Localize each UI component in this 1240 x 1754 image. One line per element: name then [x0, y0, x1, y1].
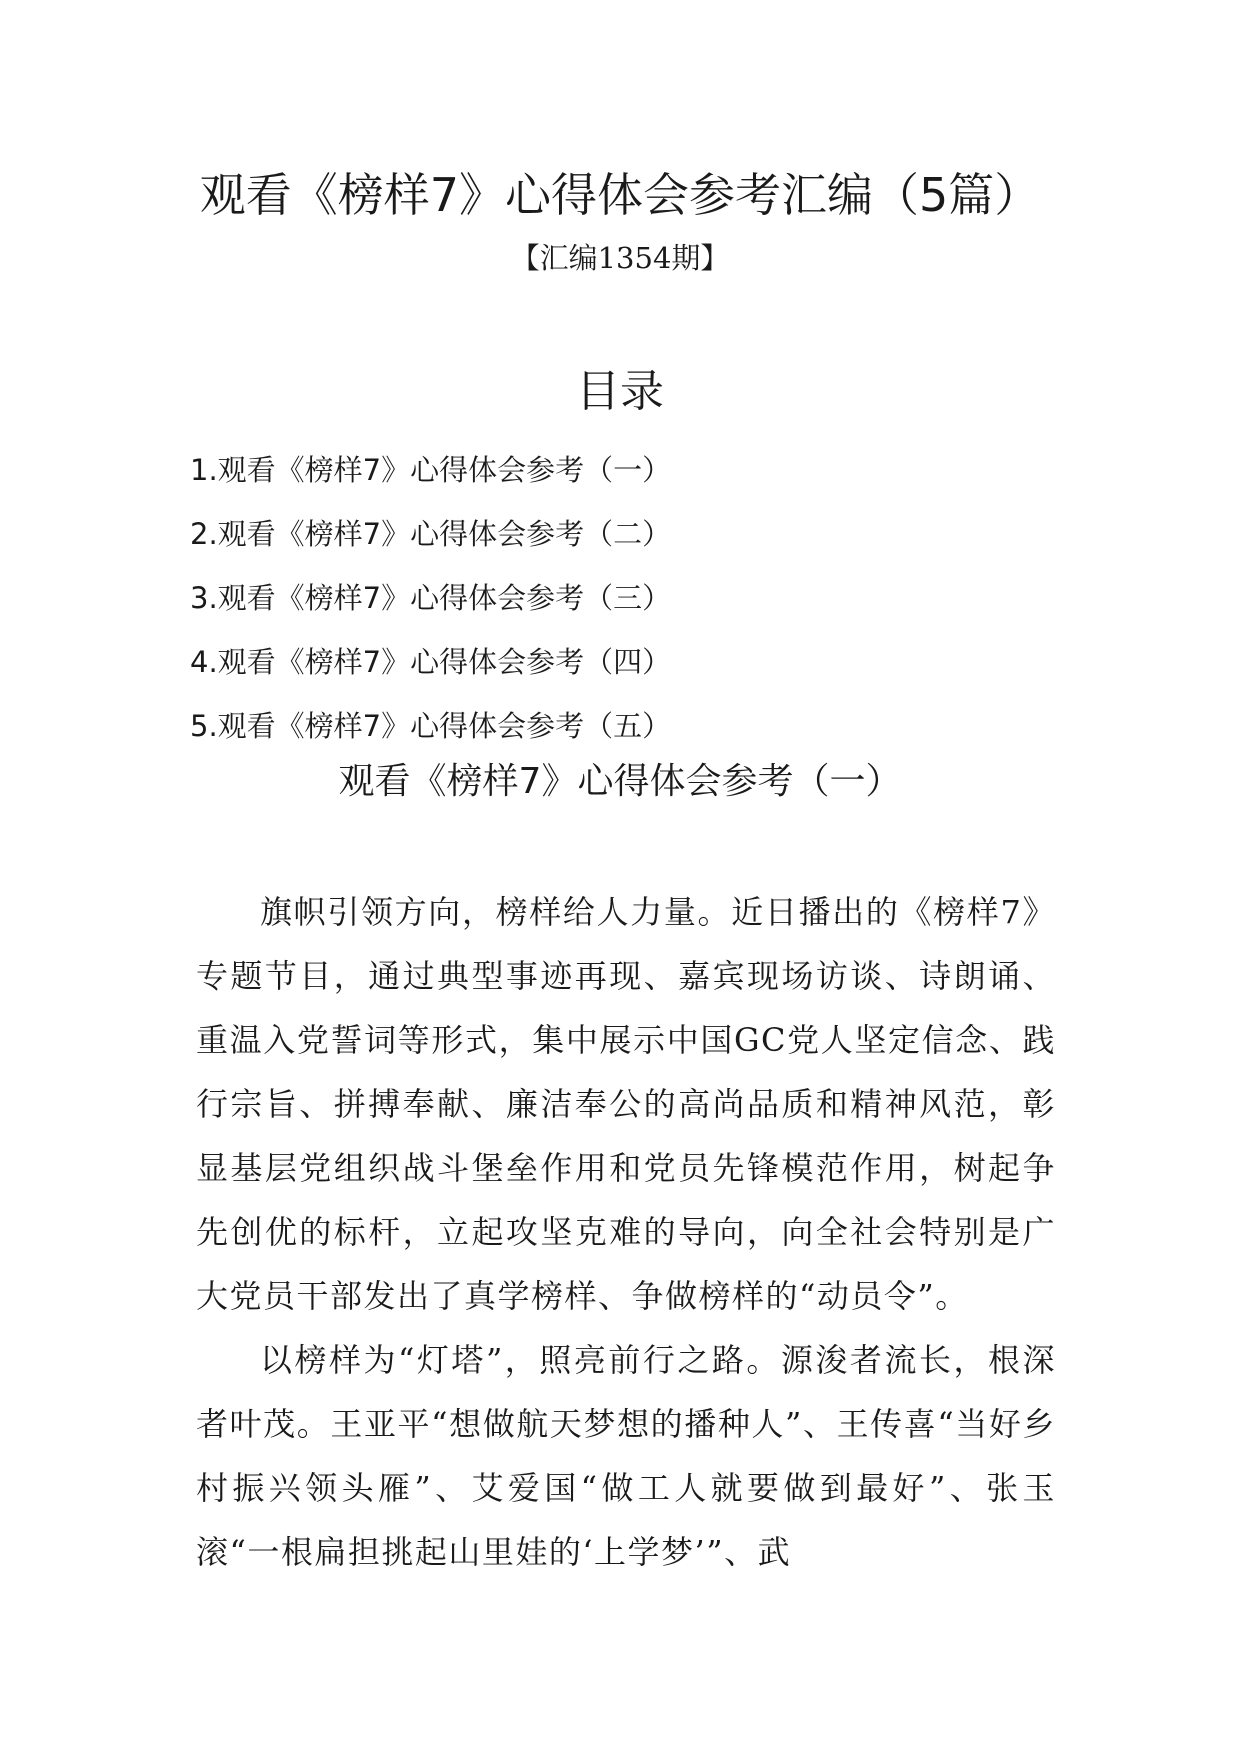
document-title: 观看《榜样7》心得体会参考汇编（5篇）: [199, 168, 1041, 222]
section-title: 观看《榜样7》心得体会参考（一）: [338, 761, 902, 802]
toc-item-5[interactable]: 5.观看《榜样7》心得体会参考（五）: [190, 709, 672, 743]
body-paragraph-2: 以榜样为“灯塔”，照亮前行之路。源浚者流长，根深者叶茂。王亚平“想做航天梦想的播种人”、王传喜“当好乡村振兴领头雁”、艾爱国“做工人就要做到最好”、张玉滚“一根扁担挑起山里娃的‘上学梦’”、武: [196, 1341, 1056, 1571]
document-subtitle: 【汇编1354期】: [510, 241, 730, 275]
toc-item-1[interactable]: 1.观看《榜样7》心得体会参考（一）: [190, 453, 672, 487]
toc-item-3[interactable]: 3.观看《榜样7》心得体会参考（三）: [190, 581, 672, 615]
body-paragraph-1: 旗帜引领方向，榜样给人力量。近日播出的《榜样7》专题节目，通过典型事迹再现、嘉宾现场访谈、诗朗诵、重温入党誓词等形式，集中展示中国GC党人坚定信念、践行宗旨、拼搏奉献、廉洁奉公的高尚品质和精神风范，彰显基层党组织战斗堡垒作用和党员先锋模范作用，树起争先创优的标杆，立起攻坚克难的导向，向全社会特别是广大党员干部发出了真学榜样、争做榜样的“动员令”。: [196, 893, 1056, 1315]
toc-heading: 目录: [576, 366, 664, 417]
section-body: [196, 880, 1056, 1584]
toc-item-2[interactable]: 2.观看《榜样7》心得体会参考（二）: [190, 517, 672, 551]
toc-list: [190, 438, 671, 758]
toc-item-4[interactable]: 4.观看《榜样7》心得体会参考（四）: [190, 645, 672, 679]
